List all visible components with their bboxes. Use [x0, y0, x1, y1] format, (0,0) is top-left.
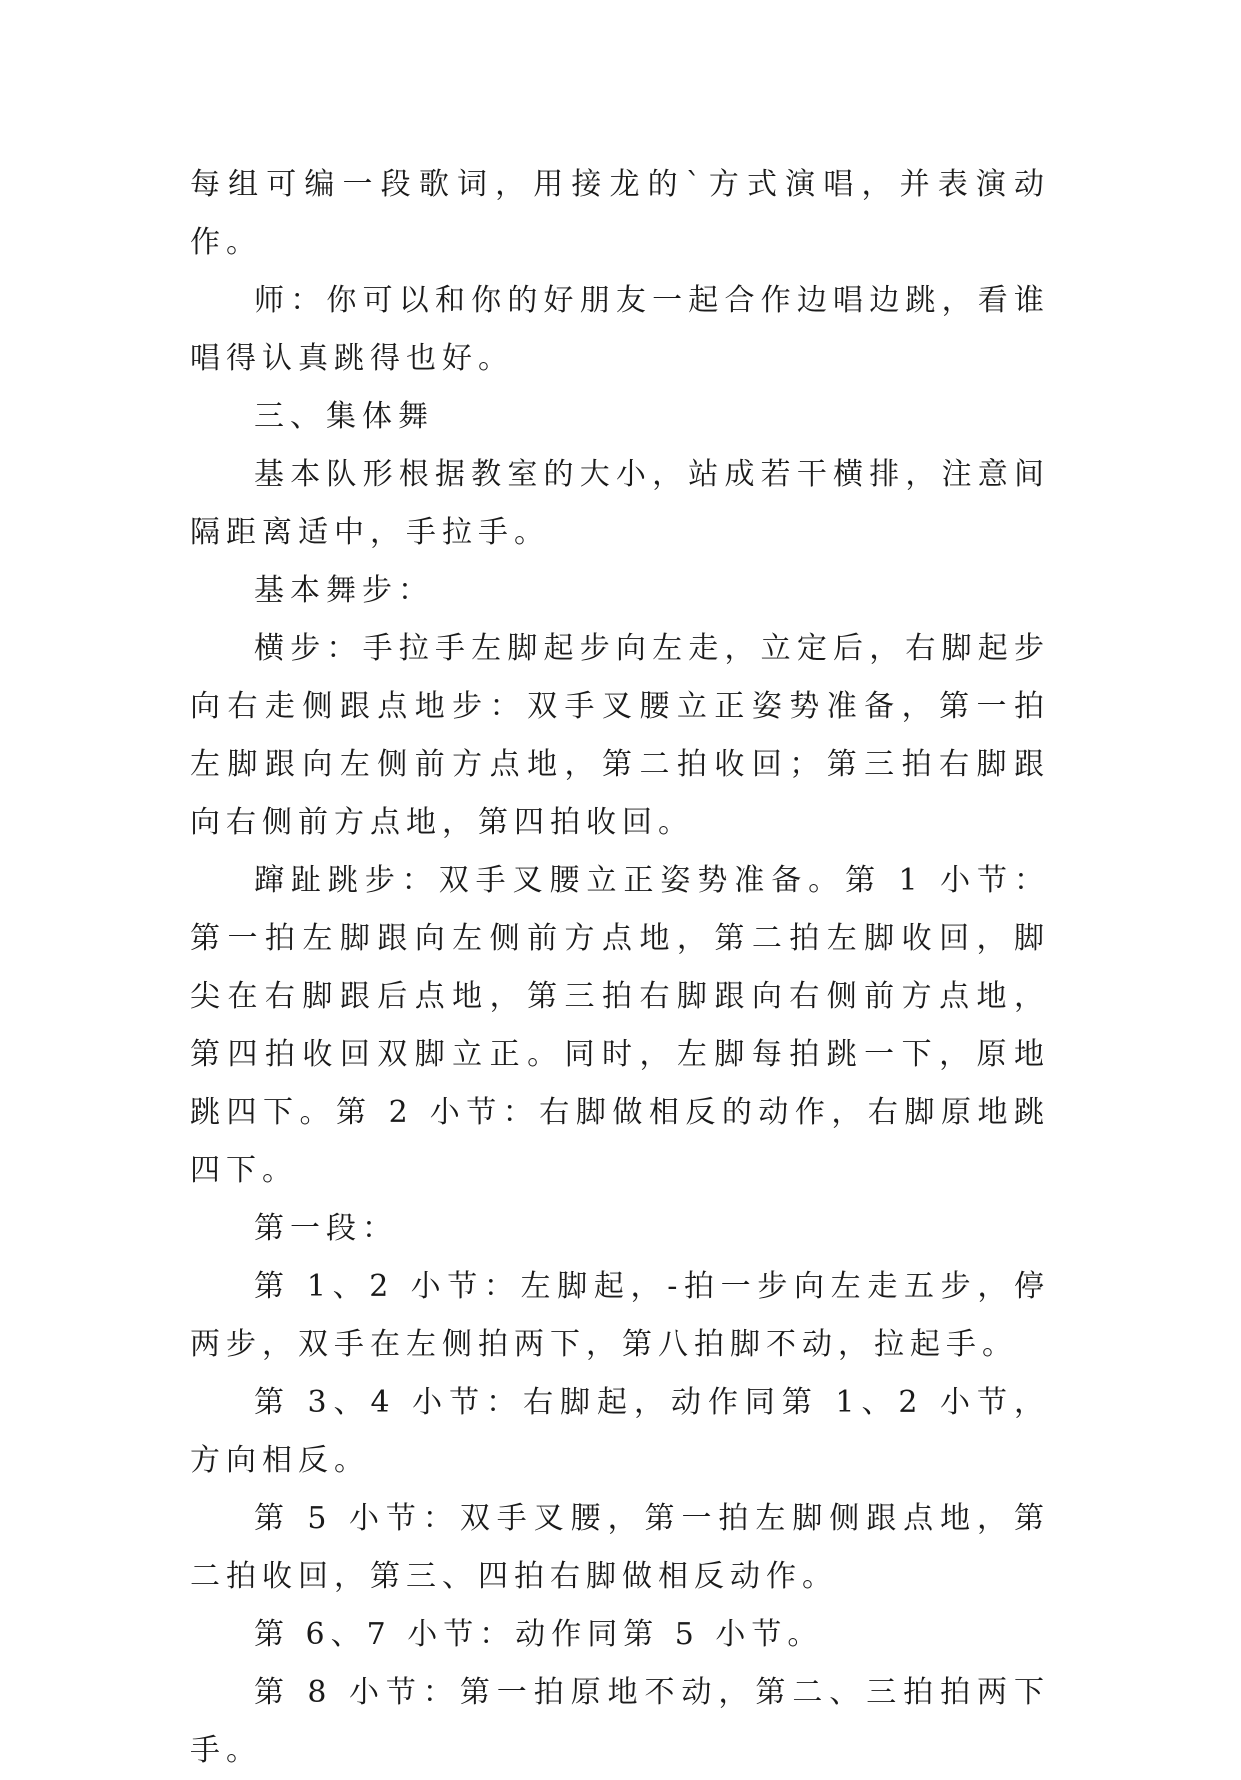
- subheading-part-one: 第一段：: [254, 1211, 398, 1246]
- paragraph-formation: 基本队形根据教室的大小，站成若干横排，注意间隔距离适中，手拉手。: [190, 457, 1050, 550]
- paragraph-2: 师：你可以和你的好朋友一起合作边唱边跳，看谁唱得认真跳得也好。: [190, 283, 1050, 376]
- paragraph-measure-5: 第 5 小节：双手叉腰，第一拍左脚侧跟点地，第二拍收回，第三、四拍右脚做相反动作。: [190, 1501, 1050, 1594]
- body-text: [190, 156, 1050, 1780]
- paragraph-measures-3-4: 第 3、4 小节：右脚起，动作同第 1、2 小节，方向相反。: [190, 1385, 1050, 1478]
- paragraph-side-step: 横步：手拉手左脚起步向左走，立定后，右脚起步向右走侧跟点地步：双手叉腰立正姿势准备，第一拍左脚跟向左侧前方点地，第二拍收回；第三拍右脚跟向右侧前方点地，第四拍收回。: [190, 631, 1050, 840]
- paragraph-measures-1-2: 第 1、2 小节：左脚起，-拍一步向左走五步，停两步，双手在左侧拍两下，第八拍脚不动，拉起手。: [190, 1269, 1050, 1362]
- section-heading-group-dance: 三、集体舞: [254, 399, 434, 434]
- paragraph-1: 每组可编一段歌词，用接龙的`方式演唱，并表演动作。: [190, 167, 1050, 260]
- paragraph-measure-8: 第 8 小节：第一拍原地不动，第二、三拍拍两下手。: [190, 1675, 1050, 1768]
- paragraph-toe-hop-step: 蹿趾跳步：双手叉腰立正姿势准备。第 1 小节：第一拍左脚跟向左侧前方点地，第二拍左脚收回，脚尖在右脚跟后点地，第三拍右脚跟向右侧前方点地，第四拍收回双脚立正。同时，左脚每拍跳一下，原地跳四下。第 2 小节：右脚做相反的动作，右脚原地跳四下。: [190, 863, 1050, 1188]
- subheading-basic-steps: 基本舞步：: [254, 573, 434, 608]
- paragraph-measures-6-7: 第 6、7 小节：动作同第 5 小节。: [254, 1617, 824, 1652]
